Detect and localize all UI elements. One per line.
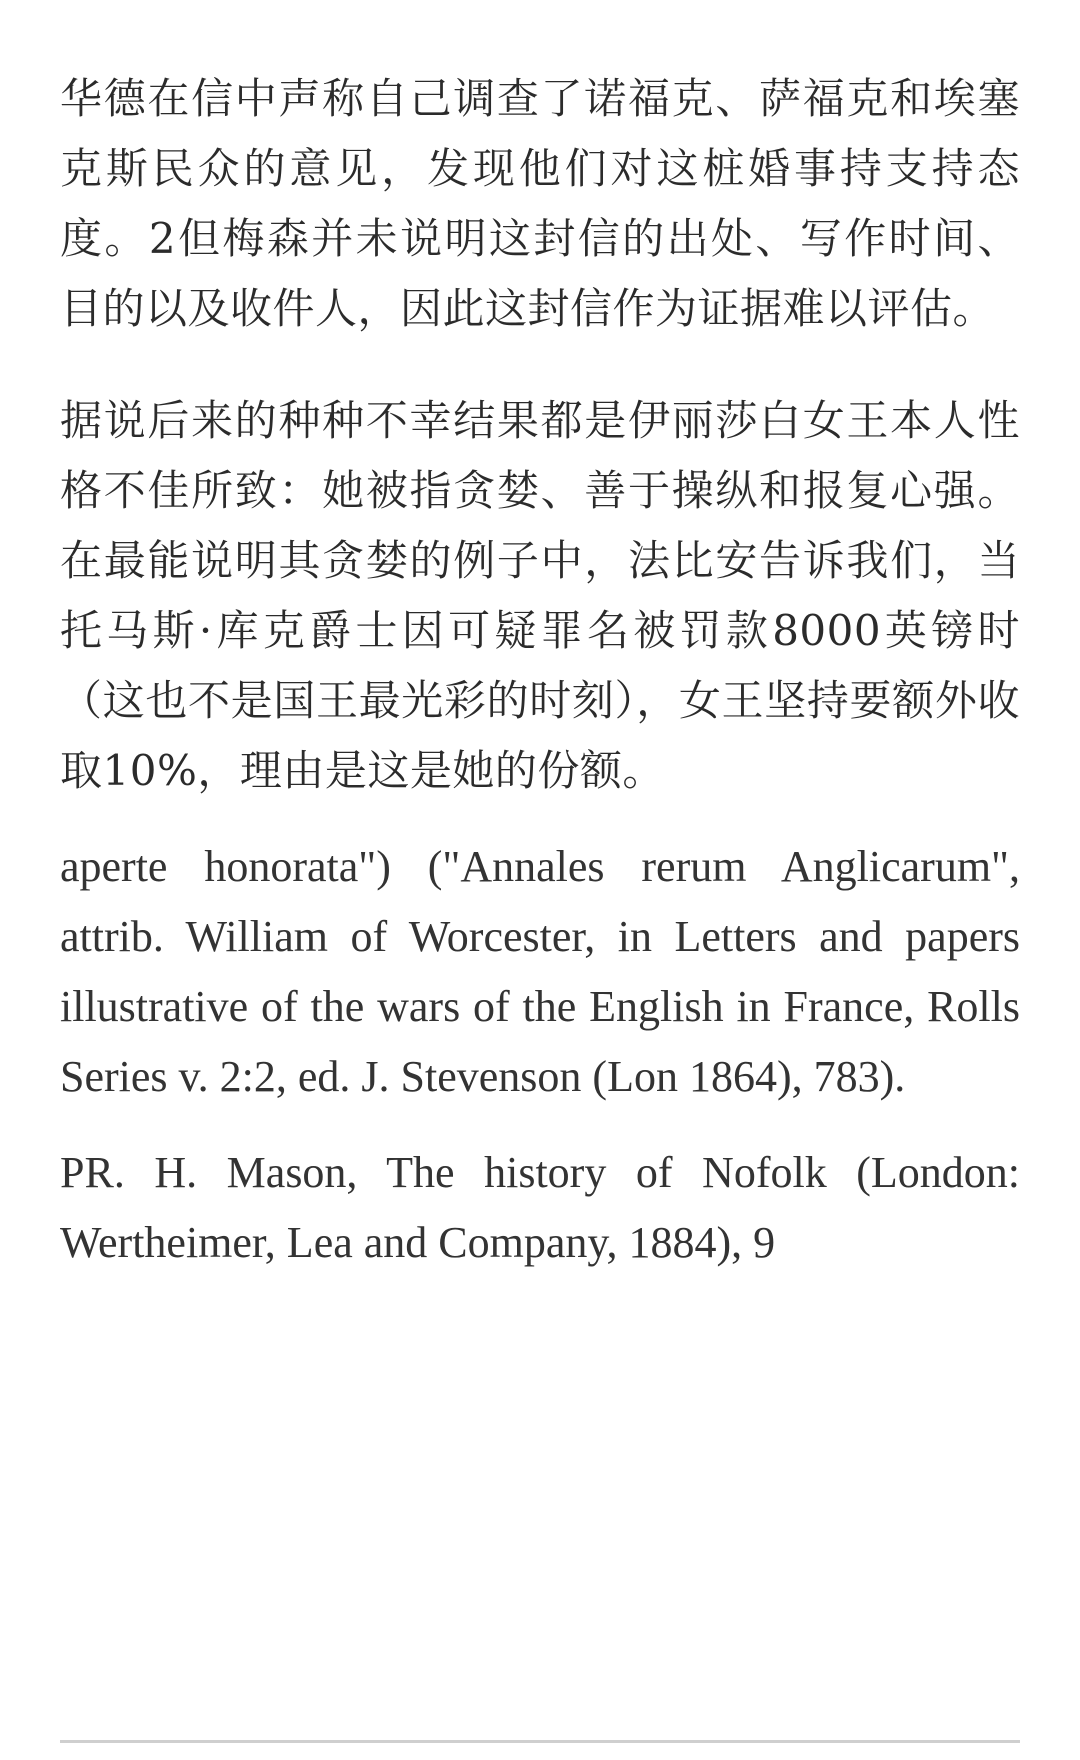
document-page <box>60 64 1020 1304</box>
paragraph-1-text: 华德在信中声称自己调查了诺福克、萨福克和埃塞克斯民众的意见，发现他们对这桩婚事持支持态度。 <box>60 74 1020 263</box>
footnote-text-2: PR. H. Mason, The history of Nofolk (London: Wertheimer, Lea and Company, 1884), 9 <box>60 1148 1020 1267</box>
bottom-divider <box>60 1740 1020 1743</box>
footnote-text-1: aperte honorata") ("Annales rerum Anglicarum", attrib. William of Worcester, in Letters and papers illustrative of the wars of the English in France, Rolls Series v. 2:2, ed. J. Stevenson (Lon 1864), 783). <box>60 842 1020 1101</box>
footnote-reference[interactable]: 2 <box>148 214 177 263</box>
paragraph-1-text-continued: 但梅森并未说明这封信的出处、写作时间、目的以及收件人，因此这封信作为证据难以评估。 <box>60 214 1020 333</box>
paragraph-2: 据说后来的种种不幸结果都是伊丽莎白女王本人性格不佳所致：她被指贪婪、善于操纵和报复心强。在最能说明其贪婪的例子中，法比安告诉我们，当托马斯·库克爵士因可疑罪名被罚款8000英镑时（这也不是国王最光彩的时刻），女王坚持要额外收取10%，理由是这是她的份额。 <box>60 396 1020 795</box>
paragraph-1 <box>60 64 1020 344</box>
